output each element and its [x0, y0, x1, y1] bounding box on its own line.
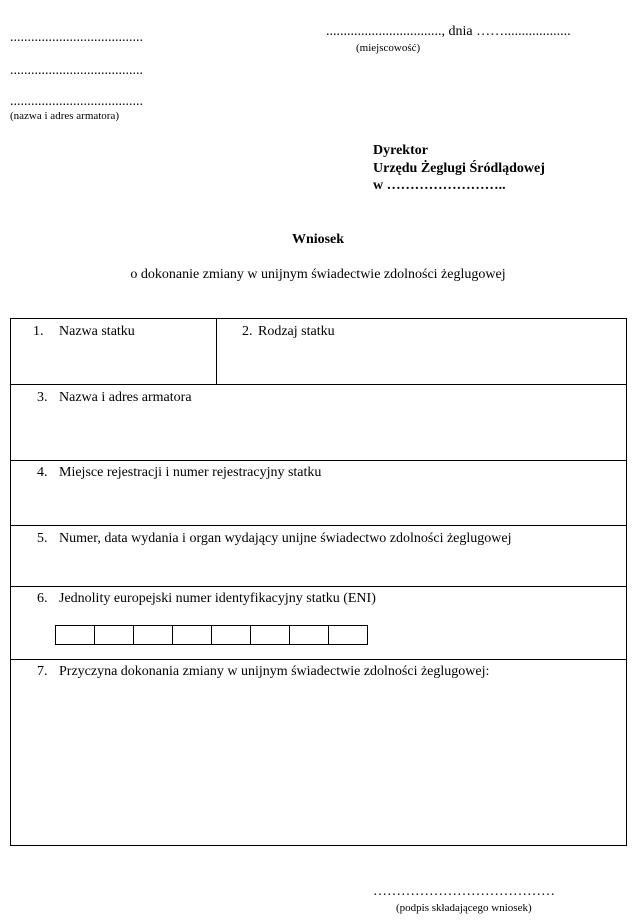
eni-digit-box[interactable] — [250, 625, 289, 645]
field-7-number: 7. — [37, 664, 48, 679]
form-row-3[interactable] — [11, 384, 626, 460]
field-7-label: Przyczyna dokonania zmiany w unijnym świadectwie zdolności żeglugowej: — [59, 664, 490, 679]
eni-digit-box[interactable] — [94, 625, 133, 645]
eni-digit-box[interactable] — [133, 625, 172, 645]
place-caption: (miejscowość) — [356, 42, 421, 54]
form-row-6 — [11, 586, 626, 659]
form-row-1-2 — [11, 319, 626, 384]
addressee-line-1: Dyrektor — [373, 143, 428, 158]
signature-caption: (podpis składającego wniosek) — [396, 902, 532, 914]
eni-input-boxes — [55, 625, 368, 645]
field-1-label: Nazwa statku — [59, 324, 135, 339]
field-3-label: Nazwa i adres armatora — [59, 390, 192, 405]
eni-digit-box[interactable] — [55, 625, 94, 645]
field-5-number: 5. — [37, 531, 48, 546]
document-title: Wniosek — [291, 232, 345, 247]
signature-line[interactable]: ………………………………… — [373, 884, 555, 899]
eni-digit-box[interactable] — [211, 625, 250, 645]
field-6-number: 6. — [37, 591, 48, 606]
shipowner-line-2[interactable]: ...................................... — [10, 63, 143, 78]
field-2-number: 2. — [242, 324, 253, 339]
addressee-line-3: w …………………….. — [373, 178, 506, 193]
eni-digit-box[interactable] — [289, 625, 328, 645]
field-4-number: 4. — [37, 465, 48, 480]
field-6-label: Jednolity europejski numer identyfikacyjny statku (ENI) — [59, 591, 376, 606]
addressee-line-2: Urzędu Żeglugi Śródlądowej — [373, 161, 545, 176]
field-2-label: Rodzaj statku — [258, 324, 335, 339]
eni-digit-box[interactable] — [172, 625, 211, 645]
form-row-7[interactable] — [11, 659, 626, 845]
document-subtitle: o dokonanie zmiany w unijnym świadectwie zdolności żeglugowej — [130, 267, 506, 282]
field-5-label: Numer, data wydania i organ wydający unijne świadectwo zdolności żeglugowej — [59, 531, 512, 546]
field-1-number: 1. — [33, 324, 44, 339]
shipowner-line-3[interactable]: ...................................... — [10, 94, 143, 109]
place-date-line[interactable]: ................................., dnia ……................... — [326, 24, 571, 39]
field-3-number: 3. — [37, 390, 48, 405]
field-4-label: Miejsce rejestracji i numer rejestracyjny statku — [59, 465, 322, 480]
eni-digit-box[interactable] — [328, 625, 368, 645]
form-row-4[interactable] — [11, 460, 626, 525]
shipowner-caption: (nazwa i adres armatora) — [10, 110, 120, 122]
column-divider — [216, 319, 217, 384]
application-form-table — [10, 318, 627, 846]
shipowner-line-1[interactable]: ...................................... — [10, 30, 143, 45]
form-row-5[interactable] — [11, 525, 626, 586]
